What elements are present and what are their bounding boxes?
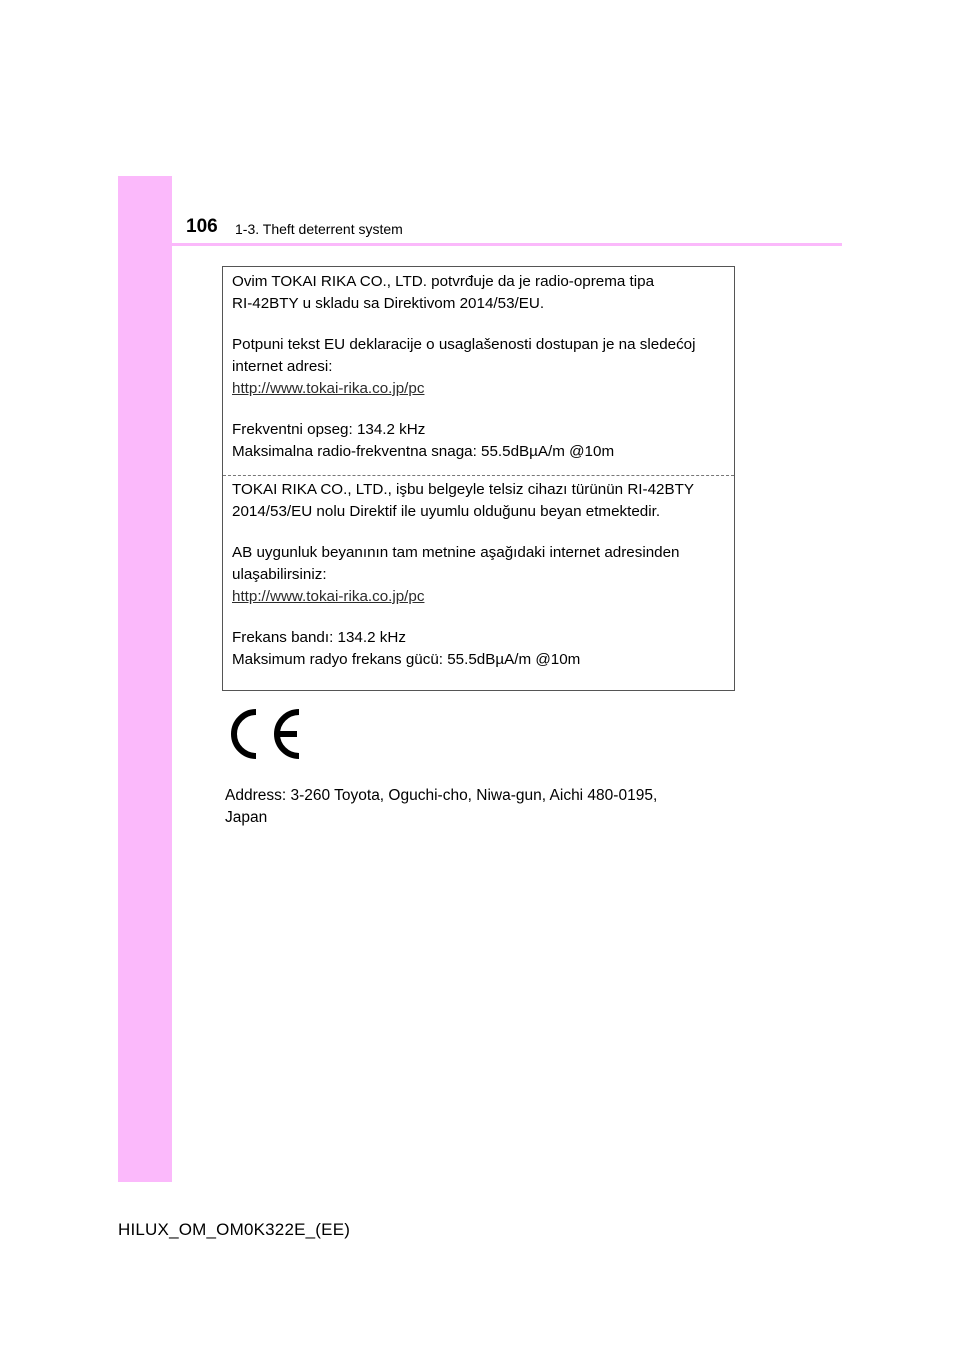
turkish-statement [232,479,728,523]
manufacturer-address [225,785,657,829]
address-line1: Address: 3-260 Toyota, Oguchi-cho, Niwa-gun, Aichi 480-0195, [225,787,658,804]
side-tab-bar [118,176,172,1182]
turkish-statement-line2: 2014/53/EU nolu Direktif ile uyumlu olduğunu beyan etmektedir. [232,503,661,520]
header-rule [118,243,842,246]
serbian-text-line2: internet adresi: [232,358,333,375]
declaration-turkish [232,479,728,690]
serbian-specs [232,419,728,463]
serbian-text-line1: Potpuni tekst EU deklaracije o usaglašenosti dostupan je na sledećoj [232,336,696,353]
serbian-statement [232,271,728,315]
serbian-statement-line1: Ovim TOKAI RIKA CO., LTD. potvrđuje da je radio-oprema tipa [232,273,655,290]
serbian-statement-line2: RI-42BTY u skladu sa Direktivom 2014/53/EU. [232,295,545,312]
serbian-link[interactable]: http://www.tokai-rika.co.jp/pc [232,380,425,397]
turkish-freq-band: Frekans bandı: 134.2 kHz [232,629,406,646]
ce-mark-icon [229,706,305,762]
declaration-serbian [232,271,728,482]
address-line2: Japan [225,809,268,826]
footer-doc-code: HILUX_OM_OM0K322E_(EE) [118,1220,351,1239]
turkish-link[interactable]: http://www.tokai-rika.co.jp/pc [232,588,425,605]
section-title: 1-3. Theft deterrent system [235,221,403,237]
turkish-text-line1: AB uygunluk beyanının tam metnine aşağıdaki internet adresinden [232,544,680,561]
turkish-text-availability [232,542,728,608]
turkish-statement-line1: TOKAI RIKA CO., LTD., işbu belgeyle telsiz cihazı türünün RI-42BTY [232,481,695,498]
serbian-text-availability [232,334,728,400]
section-divider [223,475,734,476]
declaration-box [222,266,735,691]
turkish-max-power: Maksimum radyo frekans gücü: 55.5dBµA/m @10m [232,651,581,668]
serbian-freq-band: Frekventni opseg: 134.2 kHz [232,421,426,438]
serbian-max-power: Maksimalna radio-frekventna snaga: 55.5dBµA/m @10m [232,443,615,460]
turkish-specs [232,627,728,671]
turkish-text-line2: ulaşabilirsiniz: [232,566,327,583]
page-number: 106 [186,216,218,237]
